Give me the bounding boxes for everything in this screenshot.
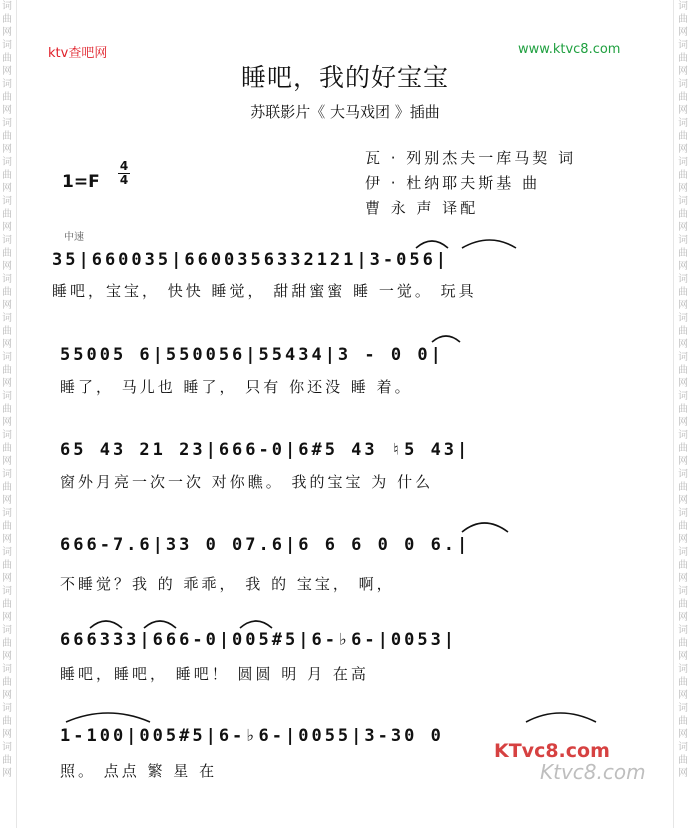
lyrics-row-6: 照。 点点 繁 星 在 [60, 762, 218, 780]
lyrics-row-4: 不睡觉？我 的 乖乖， 我 的 宝宝， 啊， [60, 575, 395, 593]
time-signature-bottom: 4 [119, 173, 129, 187]
slur-row-5a [90, 621, 122, 628]
lyrics-row-2: 睡了， 马儿也 睡了， 只有 你还没 睡 着。 [60, 378, 413, 396]
song-title: 睡吧，我的好宝宝 [240, 63, 449, 92]
slur-row-4 [462, 523, 508, 532]
slur-row-1b [462, 240, 516, 248]
side-watermark-left: 词曲网词曲网词曲网词曲网词曲网词曲网词曲网词曲网词曲网词曲网词曲网词曲网词曲网词曲网词曲网词曲网词曲网词曲网词曲网词曲网 [2, 1, 12, 779]
slur-row-2 [432, 336, 460, 342]
credit-lyricist: 瓦 · 列别杰夫一库马契 词 [365, 149, 577, 167]
notes-row-2: 55005 6|550056|55434|3 - 0 0| [60, 345, 444, 365]
slur-row-6a [66, 713, 150, 722]
time-signature-top: 4 [119, 159, 129, 173]
side-watermark-right: 词曲网词曲网词曲网词曲网词曲网词曲网词曲网词曲网词曲网词曲网词曲网词曲网词曲网词曲网词曲网词曲网词曲网词曲网词曲网词曲网 [678, 1, 688, 779]
notes-row-6: 1-100|005#5|6-♭6-|0055|3-30 0 [60, 726, 444, 746]
watermark-logo-shadow: Ktvc8.com [540, 760, 646, 784]
site-label-right: www.ktvc8.com [518, 42, 621, 57]
slur-row-5b [144, 621, 176, 628]
slur-row-6b [526, 713, 596, 722]
site-label-left: ktv查吧网 [48, 46, 108, 61]
notes-row-3: 65 43 21 23|666-0|6#5 43 ♮5 43| [60, 440, 471, 460]
notes-row-4: 666-7.6|33 0 07.6|6 6 6 0 0 6.| [60, 535, 471, 555]
song-subtitle: 苏联影片《 大马戏团 》插曲 [250, 103, 440, 121]
key-signature: 1=F [62, 172, 100, 192]
notes-row-5: 666333|666-0|005#5|6-♭6-|0053| [60, 630, 458, 650]
lyrics-row-3: 窗外月亮一次一次 对你瞧。 我的宝宝 为 什么 [60, 473, 434, 491]
credit-composer: 伊 · 杜纳耶夫斯基 曲 [365, 174, 541, 192]
notes-row-1: 35|660035|6600356332121|3-056| [52, 250, 450, 270]
lyrics-row-1: 睡吧，宝宝， 快快 睡觉， 甜甜蜜蜜 睡 一觉。 玩具 [52, 282, 477, 300]
slur-row-1a [416, 241, 448, 248]
tempo-marking: 中速 [64, 232, 84, 243]
slur-row-5c [240, 621, 272, 628]
credit-translator: 曹 永 声 译配 [365, 199, 479, 217]
watermark-logo: KTvc8.com [494, 740, 610, 762]
lyrics-row-5: 睡吧，睡吧， 睡吧！ 圆圆 明 月 在高 [60, 665, 369, 683]
